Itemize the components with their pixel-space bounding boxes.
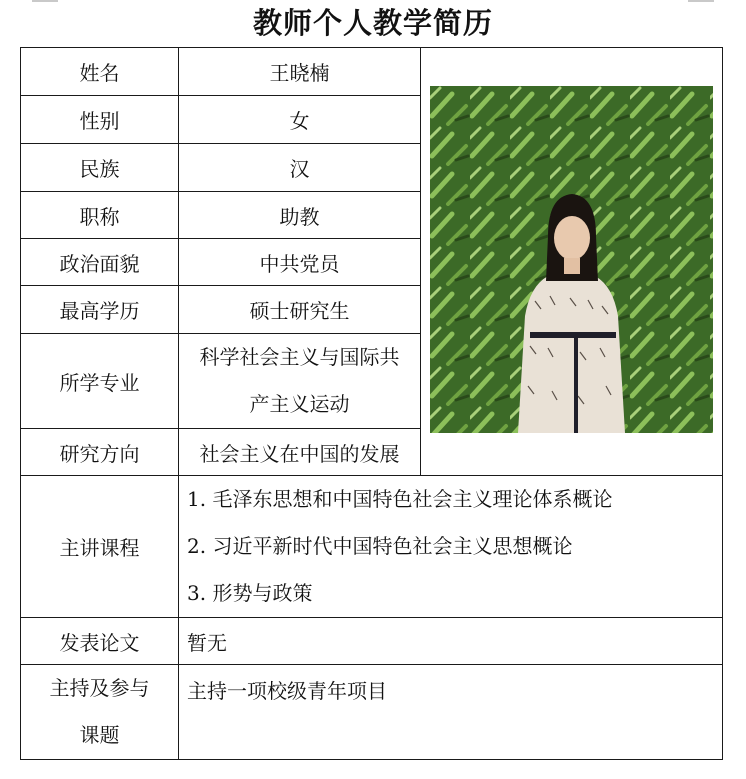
major-value bbox=[179, 334, 421, 429]
resume-table bbox=[20, 47, 723, 760]
courses-label: 主讲课程 bbox=[21, 476, 179, 618]
papers-label: 发表论文 bbox=[21, 618, 179, 665]
name-value: 王晓楠 bbox=[179, 48, 421, 96]
portrait-photo bbox=[430, 86, 713, 433]
research-label: 研究方向 bbox=[21, 429, 179, 476]
projects-label-line-1: 主持及参与 bbox=[49, 676, 150, 700]
projects-value: 主持一项校级青年项目 bbox=[179, 665, 723, 760]
page-title: 教师个人教学简历 bbox=[252, 6, 493, 40]
papers-value: 暂无 bbox=[179, 618, 723, 665]
rank-label: 职称 bbox=[21, 192, 179, 239]
gender-label: 性别 bbox=[21, 96, 179, 144]
course-item-1: 1. 毛泽东思想和中国特色社会主义理论体系概论 bbox=[187, 487, 613, 511]
ethnicity-label: 民族 bbox=[21, 144, 179, 192]
major-label: 所学专业 bbox=[21, 334, 179, 429]
row-projects bbox=[21, 665, 723, 760]
photo-cell bbox=[421, 48, 723, 476]
row-courses bbox=[21, 476, 723, 618]
name-label: 姓名 bbox=[21, 48, 179, 96]
degree-label: 最高学历 bbox=[21, 286, 179, 334]
gender-value: 女 bbox=[179, 96, 421, 144]
course-item-3: 3. 形势与政策 bbox=[187, 581, 313, 605]
major-line-1: 科学社会主义与国际共 bbox=[199, 345, 400, 369]
research-value: 社会主义在中国的发展 bbox=[179, 429, 421, 476]
ethnicity-value: 汉 bbox=[179, 144, 421, 192]
courses-list bbox=[179, 476, 723, 618]
political-value: 中共党员 bbox=[179, 239, 421, 286]
projects-label bbox=[21, 665, 179, 760]
major-line-2: 产主义运动 bbox=[249, 392, 350, 416]
degree-value: 硕士研究生 bbox=[179, 286, 421, 334]
rank-value: 助教 bbox=[179, 192, 421, 239]
projects-label-line-2: 课题 bbox=[79, 723, 120, 747]
course-item-2: 2. 习近平新时代中国特色社会主义思想概论 bbox=[187, 534, 573, 558]
row-papers bbox=[21, 618, 723, 665]
row-name bbox=[21, 48, 723, 96]
political-label: 政治面貌 bbox=[21, 239, 179, 286]
